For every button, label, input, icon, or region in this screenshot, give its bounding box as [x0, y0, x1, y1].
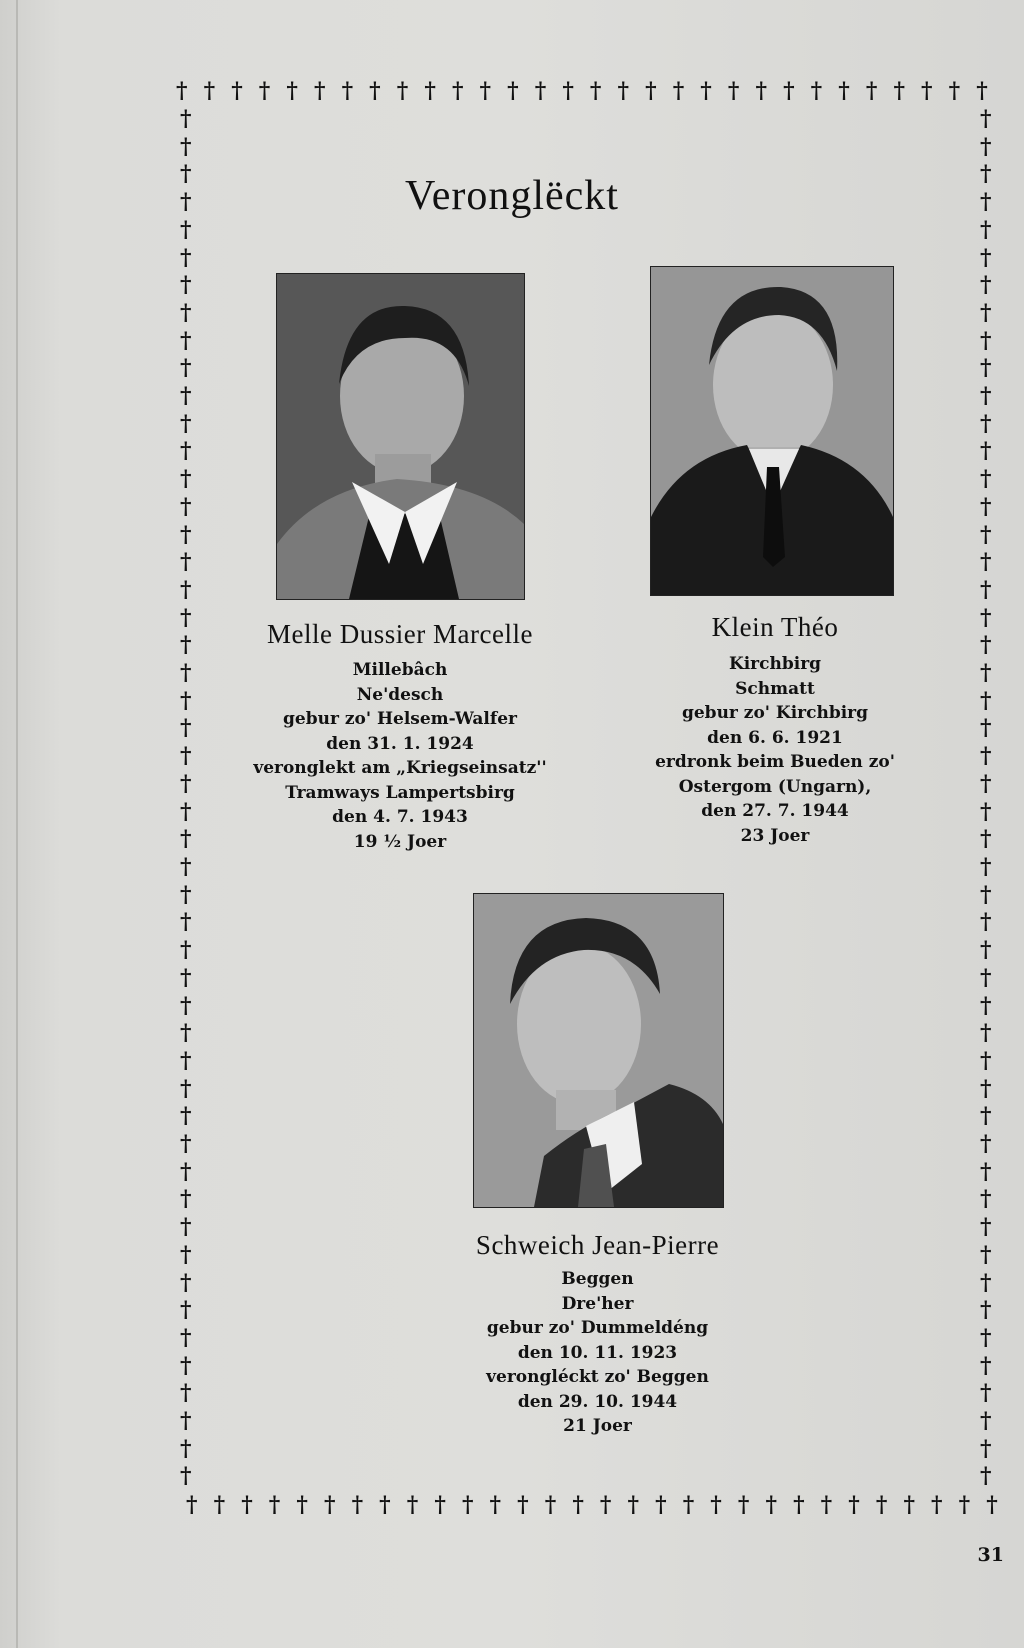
cross-glyph: † — [980, 272, 992, 299]
cross-glyph: † — [489, 1492, 502, 1518]
cross-glyph: † — [672, 78, 685, 104]
cross-glyph: † — [434, 1492, 446, 1518]
cross-glyph: † — [180, 1158, 192, 1185]
cross-glyph: † — [980, 1158, 992, 1185]
cross-glyph: † — [180, 1463, 192, 1490]
cross-glyph: † — [893, 78, 905, 104]
cross-glyph: † — [727, 78, 740, 104]
entry-3-line: den 29. 10. 1944 — [517, 1391, 678, 1412]
cross-glyph: † — [180, 355, 192, 382]
portrait-photo-1 — [276, 273, 525, 600]
cross-glyph: † — [976, 78, 988, 104]
cross-glyph: † — [180, 383, 192, 410]
cross-glyph: † — [980, 1186, 992, 1213]
cross-border-bottom — [186, 1494, 998, 1516]
cross-glyph: † — [572, 1492, 584, 1518]
portrait-photo-3 — [473, 893, 724, 1208]
cross-glyph: † — [980, 466, 992, 493]
cross-glyph: † — [980, 853, 992, 880]
cross-glyph: † — [980, 743, 992, 770]
entry-1-line: veronglekt am „Kriegseinsatz'' — [253, 758, 547, 778]
cross-glyph: † — [369, 78, 381, 104]
cross-glyph: † — [980, 576, 992, 603]
cross-glyph: † — [980, 1297, 992, 1324]
cross-glyph: † — [313, 78, 326, 104]
book-spine-shadow — [16, 0, 18, 1648]
entry-2-name: Klein Théo — [711, 612, 839, 642]
cross-glyph: † — [296, 1492, 308, 1518]
portrait-photo-2 — [650, 266, 894, 596]
cross-glyph: † — [980, 798, 992, 825]
entry-1-line: Tramways Lampertsbirg — [285, 782, 515, 803]
cross-glyph: † — [958, 1492, 971, 1518]
cross-glyph: † — [180, 632, 192, 659]
cross-glyph: † — [186, 1492, 198, 1518]
cross-glyph: † — [180, 133, 192, 160]
entry-3-line: Beggen — [561, 1269, 634, 1289]
cross-glyph: † — [180, 327, 192, 354]
cross-glyph: † — [507, 78, 519, 104]
cross-glyph: † — [700, 78, 712, 104]
cross-glyph: † — [406, 1492, 419, 1518]
cross-glyph: † — [980, 161, 992, 188]
cross-glyph: † — [180, 992, 192, 1019]
cross-glyph: † — [451, 78, 464, 104]
cross-border-left — [180, 108, 192, 1488]
cross-glyph: † — [783, 78, 795, 104]
cross-glyph: † — [980, 1435, 992, 1462]
cross-glyph: † — [180, 1380, 192, 1407]
cross-glyph: † — [980, 1047, 992, 1074]
cross-glyph: † — [921, 78, 933, 104]
entry-3-line: 21 Joer — [563, 1416, 632, 1436]
cross-glyph: † — [980, 244, 992, 271]
cross-glyph: † — [980, 493, 992, 520]
cross-glyph: † — [180, 826, 192, 853]
entry-1-line: gebur zo' Helsem-Walfer — [283, 709, 517, 729]
cross-glyph: † — [180, 715, 192, 742]
cross-glyph: † — [180, 1408, 192, 1435]
entry-1-line: Ne'desch — [356, 684, 444, 705]
cross-glyph: † — [180, 1269, 192, 1296]
cross-glyph: † — [793, 1492, 805, 1518]
cross-glyph: † — [180, 604, 192, 631]
cross-glyph: † — [180, 576, 192, 603]
entry-3-line: Dre'her — [561, 1293, 634, 1314]
page-title: Veronglëckt — [405, 173, 619, 219]
cross-glyph: † — [180, 853, 192, 880]
cross-glyph: † — [645, 78, 657, 104]
cross-glyph: † — [980, 770, 992, 797]
cross-glyph: † — [180, 1047, 192, 1074]
entry-1-line: den 4. 7. 1943 — [332, 807, 468, 827]
cross-glyph: † — [903, 1492, 915, 1518]
cross-glyph: † — [180, 438, 192, 465]
cross-glyph: † — [180, 798, 192, 825]
cross-glyph: † — [180, 410, 192, 437]
cross-glyph: † — [617, 78, 630, 104]
cross-glyph: † — [980, 881, 992, 908]
cross-glyph: † — [180, 770, 192, 797]
cross-glyph: † — [180, 1020, 192, 1047]
cross-glyph: † — [980, 133, 992, 160]
cross-glyph: † — [180, 189, 192, 216]
cross-glyph: † — [980, 1352, 992, 1379]
cross-glyph: † — [980, 189, 992, 216]
cross-glyph: † — [180, 1324, 192, 1351]
cross-glyph: † — [980, 1463, 992, 1490]
cross-glyph: † — [980, 1324, 992, 1351]
cross-glyph: † — [180, 909, 192, 936]
entry-2-line: den 27. 7. 1944 — [701, 801, 849, 821]
cross-glyph: † — [865, 78, 878, 104]
cross-glyph: † — [931, 1492, 943, 1518]
cross-glyph: † — [180, 216, 192, 243]
entry-3-line: den 10. 11. 1923 — [517, 1342, 678, 1363]
entry-1-line: den 31. 1. 1924 — [326, 733, 474, 754]
cross-glyph: † — [180, 299, 192, 326]
cross-glyph: † — [180, 1103, 192, 1130]
cross-glyph: † — [180, 1131, 192, 1158]
entry-2-line: Kirchbirg — [728, 654, 822, 674]
entry-1-line: 19 ½ Joer — [353, 831, 447, 852]
cross-glyph: † — [875, 1492, 888, 1518]
entry-3-line: verongléckt zo' Beggen — [486, 1367, 709, 1387]
cross-glyph: † — [180, 1435, 192, 1462]
cross-glyph: † — [848, 1492, 860, 1518]
cross-glyph: † — [980, 826, 992, 853]
cross-glyph: † — [655, 1492, 667, 1518]
cross-glyph: † — [231, 78, 243, 104]
cross-glyph: † — [810, 78, 823, 104]
cross-glyph: † — [980, 1131, 992, 1158]
cross-glyph: † — [203, 78, 216, 104]
cross-glyph: † — [627, 1492, 640, 1518]
cross-glyph: † — [180, 493, 192, 520]
cross-glyph: † — [980, 299, 992, 326]
cross-glyph: † — [710, 1492, 722, 1518]
cross-glyph: † — [980, 438, 992, 465]
cross-glyph: † — [986, 1492, 998, 1518]
cross-glyph: † — [180, 106, 192, 132]
cross-glyph: † — [517, 1492, 529, 1518]
cross-glyph: † — [682, 1492, 695, 1518]
cross-glyph: † — [980, 964, 992, 991]
cross-glyph: † — [180, 466, 192, 493]
cross-glyph: † — [980, 992, 992, 1019]
cross-glyph: † — [180, 687, 192, 714]
cross-glyph: † — [980, 1269, 992, 1296]
cross-border-right — [980, 108, 992, 1488]
cross-glyph: † — [258, 78, 271, 104]
cross-glyph: † — [268, 1492, 281, 1518]
cross-glyph: † — [737, 1492, 750, 1518]
cross-glyph: † — [980, 383, 992, 410]
cross-glyph: † — [180, 1186, 192, 1213]
cross-glyph: † — [180, 937, 192, 964]
cross-glyph: † — [180, 272, 192, 299]
entry-1-name: Melle Dussier Marcelle — [267, 619, 533, 649]
cross-glyph: † — [241, 1492, 253, 1518]
cross-glyph: † — [980, 660, 992, 687]
cross-glyph: † — [286, 78, 298, 104]
cross-glyph: † — [980, 327, 992, 354]
cross-glyph: † — [351, 1492, 364, 1518]
cross-glyph: † — [980, 1380, 992, 1407]
cross-glyph: † — [180, 521, 192, 548]
cross-glyph: † — [755, 78, 767, 104]
cross-glyph: † — [980, 632, 992, 659]
cross-glyph: † — [341, 78, 354, 104]
cross-glyph: † — [980, 909, 992, 936]
cross-glyph: † — [980, 604, 992, 631]
cross-glyph: † — [589, 78, 602, 104]
cross-glyph: † — [980, 355, 992, 382]
cross-glyph: † — [948, 78, 961, 104]
entry-3-details — [430, 1267, 765, 1439]
cross-glyph: † — [838, 78, 850, 104]
cross-glyph: † — [980, 937, 992, 964]
entry-3-line: gebur zo' Dummeldéng — [486, 1318, 709, 1338]
cross-glyph: † — [980, 715, 992, 742]
cross-glyph: † — [980, 410, 992, 437]
cross-glyph: † — [980, 687, 992, 714]
cross-glyph: † — [461, 1492, 474, 1518]
entry-3-name: Schweich Jean-Pierre — [475, 1230, 720, 1260]
cross-glyph: † — [323, 1492, 336, 1518]
entry-2-details — [600, 652, 950, 848]
cross-glyph: † — [980, 1408, 992, 1435]
cross-glyph: † — [180, 964, 192, 991]
entry-2-line: 23 Joer — [740, 825, 810, 846]
cross-glyph: † — [180, 881, 192, 908]
cross-glyph: † — [479, 78, 492, 104]
cross-glyph: † — [599, 1492, 612, 1518]
cross-glyph: † — [820, 1492, 833, 1518]
entry-2-line: gebur zo' Kirchbirg — [681, 703, 869, 723]
cross-glyph: † — [379, 1492, 391, 1518]
cross-glyph: † — [980, 1103, 992, 1130]
cross-glyph: † — [980, 1241, 992, 1268]
entry-2-line: Schmatt — [735, 678, 815, 699]
entry-1-line: Millebâch — [352, 660, 448, 680]
cross-glyph: † — [765, 1492, 777, 1518]
cross-glyph: † — [176, 78, 188, 104]
cross-glyph: † — [980, 106, 992, 132]
cross-glyph: † — [180, 244, 192, 271]
page-number: 31 — [977, 1544, 1004, 1566]
cross-glyph: † — [180, 1214, 192, 1241]
cross-glyph: † — [544, 1492, 557, 1518]
cross-glyph: † — [980, 521, 992, 548]
cross-glyph: † — [180, 1297, 192, 1324]
entry-1-details — [230, 658, 570, 854]
cross-glyph: † — [180, 660, 192, 687]
cross-glyph: † — [562, 78, 574, 104]
cross-border-top — [176, 80, 988, 102]
cross-glyph: † — [396, 78, 409, 104]
entry-2-line: Ostergom (Ungarn), — [678, 776, 872, 797]
cross-glyph: † — [980, 216, 992, 243]
cross-glyph: † — [180, 1241, 192, 1268]
cross-glyph: † — [980, 1075, 992, 1102]
entry-2-line: erdronk beim Bueden zo' — [655, 752, 895, 772]
cross-glyph: † — [424, 78, 436, 104]
entry-2-line: den 6. 6. 1921 — [707, 727, 843, 748]
cross-glyph: † — [180, 161, 192, 188]
cross-glyph: † — [213, 1492, 226, 1518]
cross-glyph: † — [980, 1214, 992, 1241]
cross-glyph: † — [534, 78, 547, 104]
cross-glyph: † — [180, 1075, 192, 1102]
cross-glyph: † — [180, 743, 192, 770]
cross-glyph: † — [180, 1352, 192, 1379]
cross-glyph: † — [980, 549, 992, 576]
cross-glyph: † — [180, 549, 192, 576]
cross-glyph: † — [980, 1020, 992, 1047]
